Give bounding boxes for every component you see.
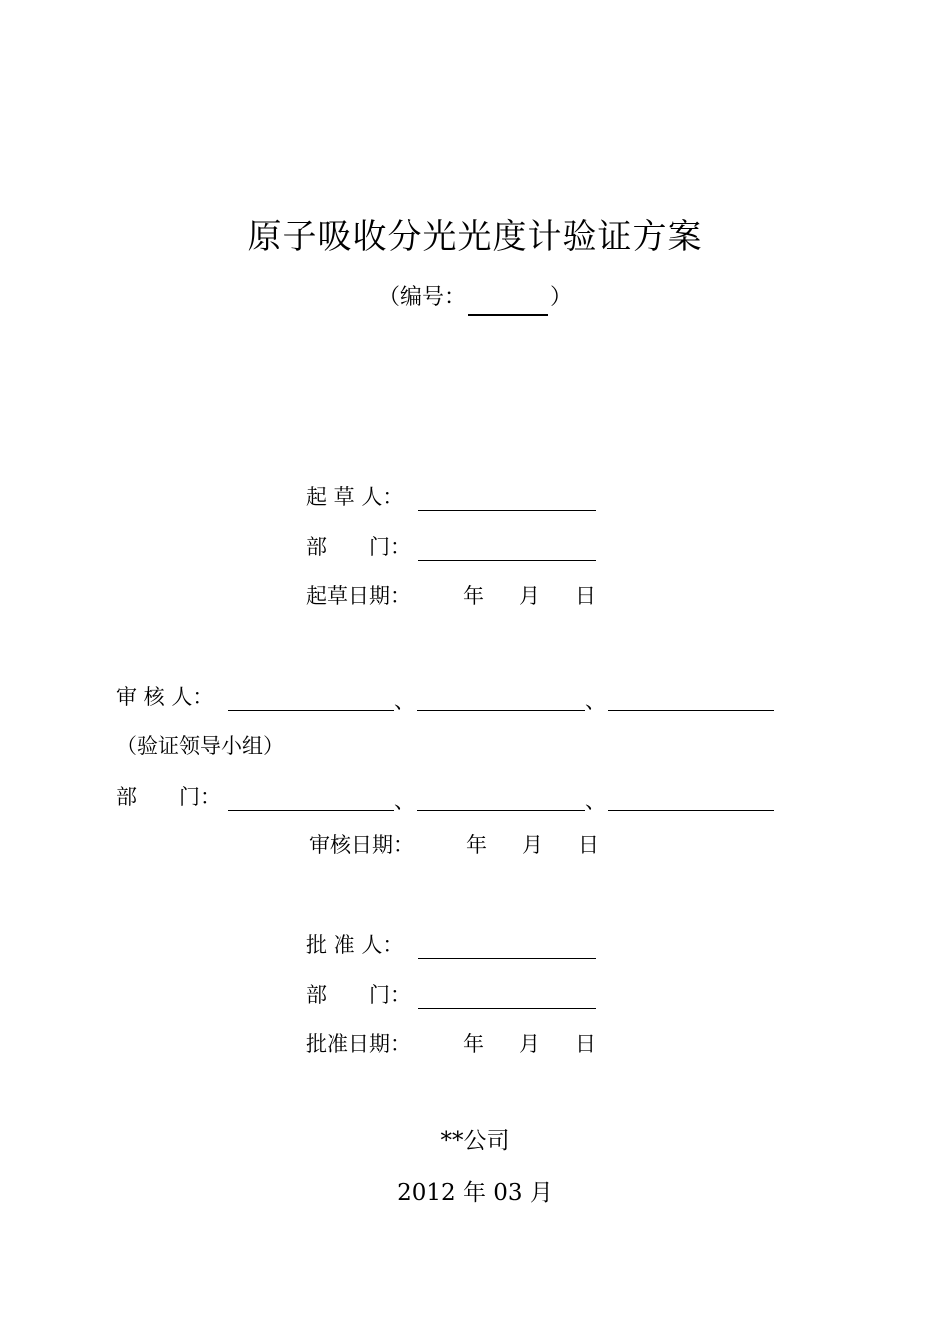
code-close-label: ） (550, 285, 573, 310)
approve-dept-field[interactable] (418, 1008, 596, 1009)
review-dept-field-2[interactable] (417, 810, 585, 811)
draft-date-label: 起草日期： (306, 584, 411, 608)
review-group-note: （验证领导小组） (116, 734, 284, 758)
approve-dept-label: 部 门： (306, 983, 411, 1007)
draft-dept-field[interactable] (418, 560, 596, 561)
review-date-label: 审核日期： (309, 833, 414, 857)
document-code-row (0, 280, 950, 316)
review-year-label: 年 (466, 833, 487, 857)
approve-date-label: 批准日期： (306, 1032, 411, 1056)
code-open-label: （编号： (377, 285, 466, 310)
review-dept-field-1[interactable] (228, 810, 394, 811)
review-person-field-1[interactable] (228, 710, 394, 711)
review-month-label: 月 (522, 833, 543, 857)
approve-month-label: 月 (519, 1032, 540, 1056)
draft-person-field[interactable] (418, 510, 596, 511)
approve-year-label: 年 (463, 1032, 484, 1056)
review-dept-label: 部 门： (116, 785, 221, 809)
draft-day-label: 日 (575, 584, 596, 608)
document-title: 原子吸收分光光度计验证方案 (247, 217, 703, 257)
draft-year-label: 年 (463, 584, 484, 608)
review-person-field-2[interactable] (417, 710, 585, 711)
document-date: 2012 年 03 月 (397, 1180, 553, 1206)
approve-person-label: 批 准 人： (306, 933, 404, 957)
review-day-label: 日 (578, 833, 599, 857)
approve-day-label: 日 (575, 1032, 596, 1056)
draft-person-label: 起 草 人： (306, 485, 404, 509)
review-person-field-3[interactable] (608, 710, 774, 711)
review-person-separator-2: 、 (585, 689, 606, 713)
draft-dept-label: 部 门： (306, 535, 411, 559)
review-person-separator-1: 、 (394, 689, 415, 713)
code-blank-field[interactable] (468, 284, 548, 316)
review-dept-separator-2: 、 (585, 789, 606, 813)
company-name: **公司 (440, 1128, 510, 1154)
review-dept-separator-1: 、 (394, 789, 415, 813)
approve-person-field[interactable] (418, 958, 596, 959)
review-person-label: 审 核 人： (116, 685, 214, 709)
draft-month-label: 月 (519, 584, 540, 608)
review-dept-field-3[interactable] (608, 810, 774, 811)
